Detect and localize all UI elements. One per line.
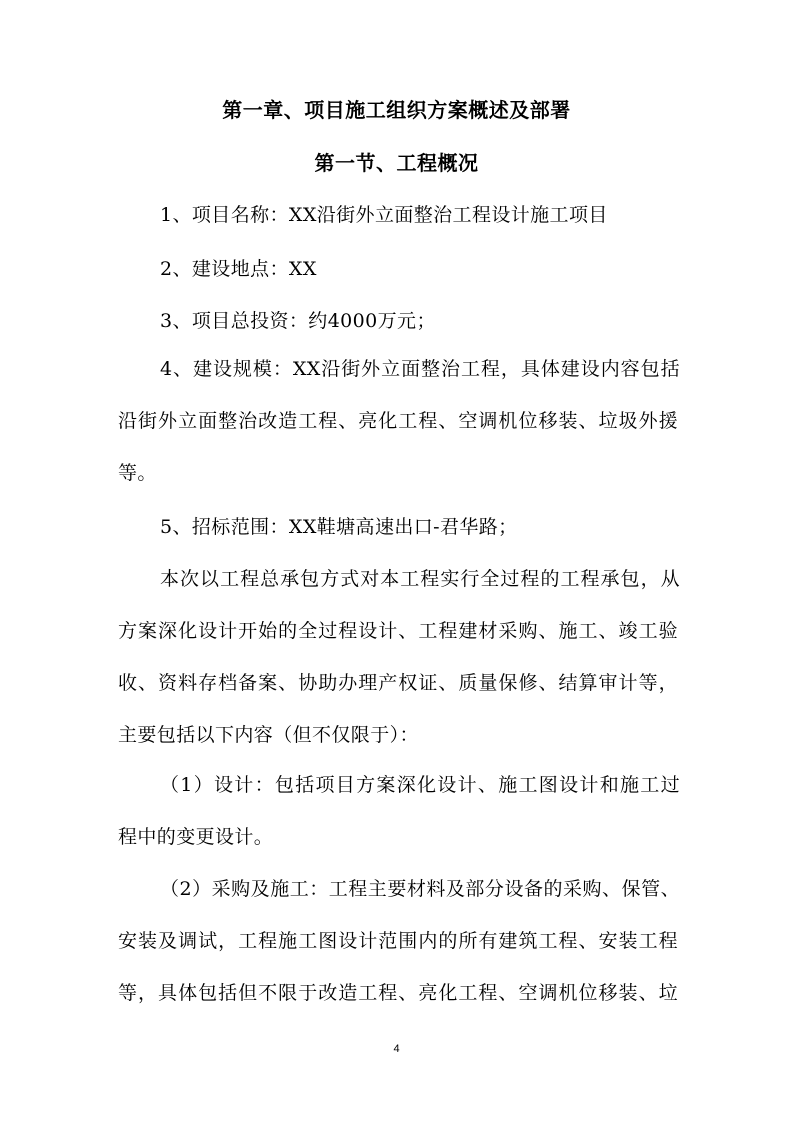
procurement-paragraph-line-2: 安装及调试，工程施工图设计范围内的所有建筑工程、安装工程 bbox=[118, 930, 678, 952]
page-number: 4 bbox=[393, 1043, 400, 1055]
item-location: 2、建设地点：XX bbox=[160, 258, 317, 280]
procurement-paragraph-line-3: 等，具体包括但不限于改造工程、亮化工程、空调机位移装、垃 bbox=[118, 982, 678, 1004]
item-bid-scope: 5、招标范围：XX鞋塘高速出口-君华路； bbox=[160, 516, 518, 538]
item-investment: 3、项目总投资：约4000万元； bbox=[160, 310, 436, 332]
design-paragraph-line-1: （1）设计：包括项目方案深化设计、施工图设计和施工过 bbox=[160, 774, 680, 796]
scope-paragraph-line-4: 主要包括以下内容（但不仅限于）： bbox=[118, 724, 419, 746]
item-scale-line-1: 4、建设规模：XX沿街外立面整治工程，具体建设内容包括 bbox=[160, 358, 680, 380]
chapter-title: 第一章、项目施工组织方案概述及部署 bbox=[222, 98, 571, 122]
item-scale-line-2: 沿街外立面整治改造工程、亮化工程、空调机位移装、垃圾外援 bbox=[118, 410, 678, 432]
item-project-name: 1、项目名称：XX沿街外立面整治工程设计施工项目 bbox=[160, 204, 608, 226]
scope-paragraph-line-3: 收、资料存档备案、协助办理产权证、质量保修、结算审计等， bbox=[118, 672, 678, 694]
design-paragraph-line-2: 程中的变更设计。 bbox=[118, 826, 274, 848]
procurement-paragraph-line-1: （2）采购及施工：工程主要材料及部分设备的采购、保管、 bbox=[160, 878, 680, 900]
item-scale-line-3: 等。 bbox=[118, 462, 157, 484]
scope-paragraph-line-1: 本次以工程总承包方式对本工程实行全过程的工程承包，从 bbox=[160, 568, 680, 590]
scope-paragraph-line-2: 方案深化设计开始的全过程设计、工程建材采购、施工、竣工验 bbox=[118, 620, 678, 642]
section-title: 第一节、工程概况 bbox=[314, 151, 479, 175]
